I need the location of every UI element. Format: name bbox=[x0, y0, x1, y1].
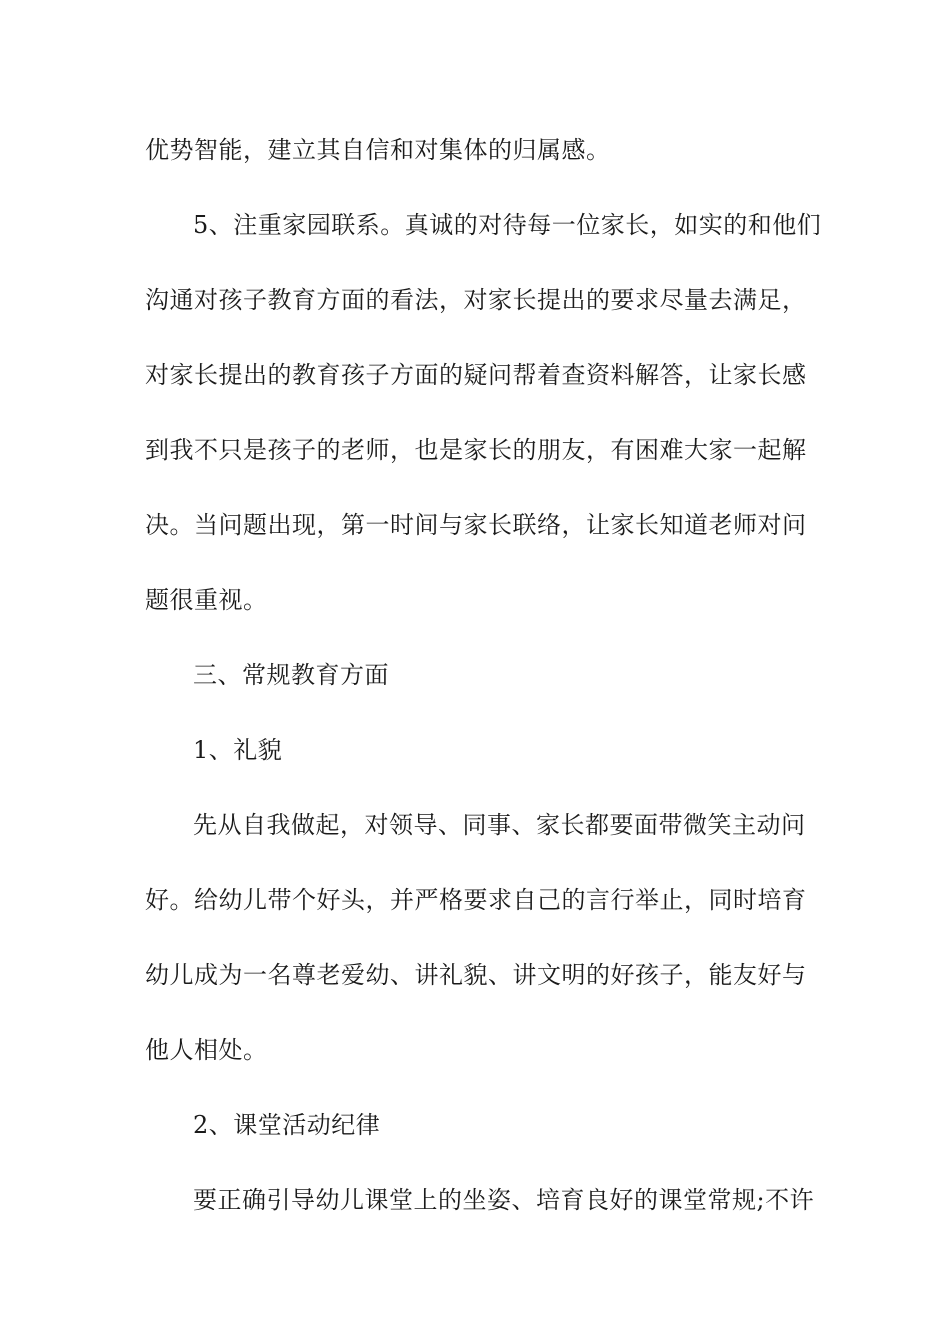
paragraph-line: 5、注重家园联系。真诚的对待每一位家长，如实的和他们 bbox=[193, 211, 822, 239]
paragraph-line: 要正确引导幼儿课堂上的坐姿、培育良好的课堂常规;不许 bbox=[193, 1186, 815, 1214]
paragraph-line: 对家长提出的教育孩子方面的疑问帮着查资料解答，让家长感 bbox=[145, 361, 807, 389]
paragraph-line: 沟通对孩子教育方面的看法，对家长提出的要求尽量去满足， bbox=[145, 286, 807, 314]
paragraph-line: 好。给幼儿带个好头，并严格要求自己的言行举止，同时培育 bbox=[145, 886, 807, 914]
paragraph-line: 到我不只是孩子的老师，也是家长的朋友，有困难大家一起解 bbox=[145, 436, 807, 464]
paragraph-line: 题很重视。 bbox=[145, 586, 268, 614]
paragraph-line: 幼儿成为一名尊老爱幼、讲礼貌、讲文明的好孩子，能友好与 bbox=[145, 961, 807, 989]
subsection-heading: 1、礼貌 bbox=[193, 736, 283, 764]
paragraph-line: 决。当问题出现，第一时间与家长联络，让家长知道老师对问 bbox=[145, 511, 807, 539]
section-heading: 三、常规教育方面 bbox=[193, 661, 389, 689]
paragraph-line: 先从自我做起，对领导、同事、家长都要面带微笑主动问 bbox=[193, 811, 806, 839]
paragraph-line: 优势智能，建立其自信和对集体的归属感。 bbox=[145, 136, 611, 164]
subsection-heading: 2、课堂活动纪律 bbox=[193, 1111, 381, 1139]
paragraph-line: 他人相处。 bbox=[145, 1036, 268, 1064]
